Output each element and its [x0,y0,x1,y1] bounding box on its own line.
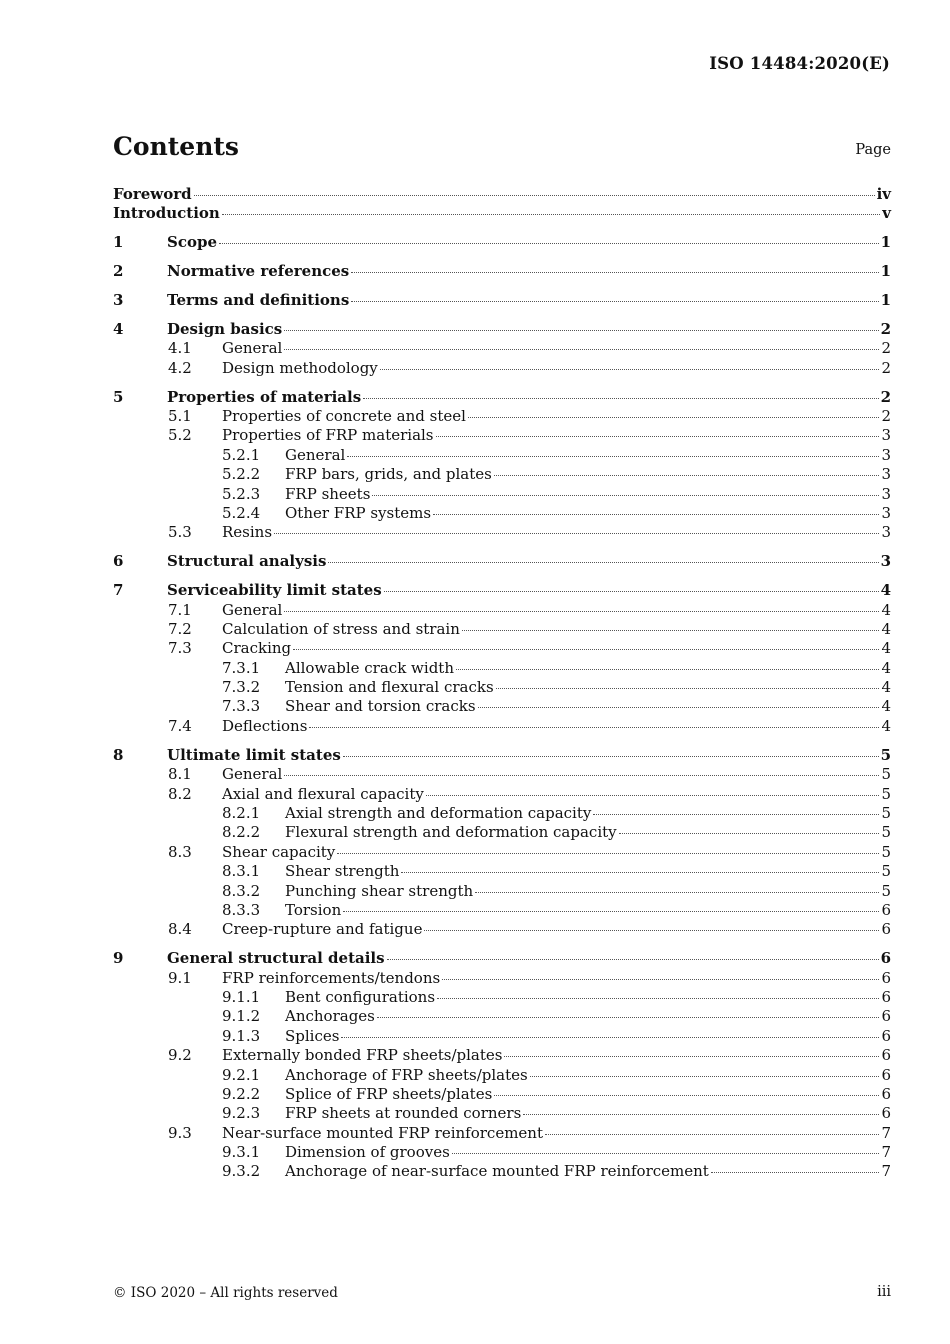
dot-leader [222,214,880,215]
toc-entry-number: 8.3.1 [222,862,261,881]
dot-leader [437,998,879,999]
toc-entry-title: Axial and flexural capacity [222,784,424,803]
dot-leader [401,872,879,873]
toc-entry-title: Other FRP systems [285,503,432,522]
dot-leader [475,892,879,893]
dot-leader [426,795,880,796]
toc-entry-number: 9.1.3 [222,1026,261,1045]
toc-entry[interactable] [113,901,891,920]
dot-leader [433,514,879,515]
toc-entry-title: Structural analysis [167,552,327,571]
toc-entry-page: 5 [881,881,891,900]
toc-entry[interactable] [113,485,891,504]
toc-entry-page: 4 [881,697,891,716]
toc-entry-title: Splices [285,1026,340,1045]
toc-entry[interactable] [113,1066,891,1085]
dot-leader [284,611,879,612]
toc-entry-page: 3 [881,523,891,542]
toc-entry-title: FRP reinforcements/tendons [222,968,441,987]
toc-entry-title: General [285,445,346,464]
toc-entry-number: 8.2.1 [222,803,261,822]
toc-entry[interactable] [113,823,891,842]
toc-entry-number: 9.1.1 [222,987,261,1006]
toc-entry-number: 9.2.3 [222,1104,261,1123]
toc-entry-title: Torsion [285,900,342,919]
dot-leader [351,301,878,302]
dot-leader [274,533,879,534]
toc-entry-page: 2 [881,407,891,426]
dot-leader [530,1076,880,1077]
toc-entry-number: 5.2.3 [222,484,261,503]
toc-entry-title: Properties of FRP materials [222,426,434,445]
toc-entry-number: 9.2.2 [222,1084,261,1103]
toc-entry[interactable] [113,359,891,378]
dot-leader [436,436,880,437]
toc-entry-number: 9.3.1 [222,1143,261,1162]
toc-entry-number: 9.1 [168,968,192,987]
toc-entry-title: Properties of concrete and steel [222,407,466,426]
toc-entry-title: Anchorages [285,1007,375,1026]
toc-entry-title: General [222,600,283,619]
toc-entry-title: Shear and torsion cracks [285,697,476,716]
dot-leader [293,649,879,650]
toc-entry-number: 4.1 [168,339,192,358]
toc-entry-page: 5 [881,842,891,861]
toc-entry-number: 8.2.2 [222,823,261,842]
toc-entry-number: 5.2.1 [222,445,261,464]
toc-entry[interactable] [113,620,891,639]
toc-entry[interactable] [113,601,891,620]
toc-entry-title: Design basics [167,319,283,338]
toc-entry-title: Cracking [222,639,292,658]
dot-leader [343,756,879,757]
toc-entry-page: 3 [881,484,891,503]
toc-entry[interactable] [113,639,891,658]
dot-leader [494,475,880,476]
toc-entry[interactable] [113,1027,891,1046]
toc-entry-page: 6 [881,1007,891,1026]
toc-entry-title: Resins [222,523,273,542]
toc-entry-page: 3 [881,465,891,484]
toc-entry-number: 7.3 [168,639,192,658]
toc-entry[interactable] [113,659,891,678]
toc-entry-page: 4 [881,639,891,658]
toc-entry-number: 5.3 [168,523,192,542]
toc-entry[interactable] [113,262,891,281]
toc-entry-number: 1 [113,233,124,252]
toc-entry[interactable] [113,204,891,223]
toc-entry[interactable] [113,523,891,542]
toc-entry-title: Ultimate limit states [167,745,341,764]
toc-entry-title: Allowable crack width [285,658,454,677]
toc-entry-number: 8 [113,745,124,764]
dot-leader [337,853,879,854]
toc-entry[interactable] [113,717,891,736]
toc-entry-page: 3 [881,503,891,522]
toc-entry[interactable] [113,233,891,252]
toc-entry-page: 2 [880,319,891,338]
toc-entry-page: 4 [881,716,891,735]
document-id: ISO 14484:2020(E) [709,54,890,73]
dot-leader [284,330,878,331]
toc-entry-number: 9.2.1 [222,1065,261,1084]
toc-entry-title: Foreword [113,185,192,203]
toc-entry[interactable] [113,1046,891,1065]
toc-entry-title: General [222,765,283,784]
table-of-contents [113,185,891,1182]
toc-entry-title: General [222,339,283,358]
toc-entry-title: Tension and flexural cracks [285,678,494,697]
toc-entry-title: Design methodology [222,358,378,377]
dot-leader [363,398,878,399]
toc-entry-number: 5.2 [168,426,192,445]
toc-entry[interactable] [113,581,891,600]
toc-entry-page: 4 [881,658,891,677]
toc-entry[interactable] [113,185,891,204]
dot-leader [593,814,879,815]
toc-entry-page: 3 [881,445,891,464]
toc-entry-number: 7.2 [168,619,192,638]
toc-entry[interactable] [113,320,891,339]
footer-copyright: © ISO 2020 – All rights reserved [113,1285,338,1301]
toc-entry-page: 6 [881,920,891,939]
dot-leader [380,369,880,370]
toc-entry-title: Axial strength and deformation capacity [285,803,592,822]
toc-entry-page: 4 [881,619,891,638]
toc-entry[interactable] [113,1007,891,1026]
toc-entry-page: iv [876,185,891,203]
toc-entry[interactable] [113,949,891,968]
toc-entry-title: Shear capacity [222,842,336,861]
toc-entry[interactable] [113,446,891,465]
dot-leader [328,562,878,563]
contents-title: Contents [113,132,240,161]
footer-page-number: iii [877,1284,891,1300]
toc-entry[interactable] [113,465,891,484]
toc-entry-title: Splice of FRP sheets/plates [285,1084,493,1103]
toc-entry-page: 7 [881,1143,891,1162]
toc-entry-number: 5.2.4 [222,503,261,522]
toc-entry-page: 6 [881,987,891,1006]
toc-entry[interactable] [113,291,891,310]
toc-entry-title: Terms and definitions [167,291,350,310]
toc-entry-page: 4 [881,678,891,697]
toc-entry-number: 8.1 [168,765,192,784]
toc-entry-page: 4 [881,600,891,619]
toc-entry-title: Flexural strength and deformation capacity [285,823,617,842]
toc-entry-number: 7.1 [168,600,192,619]
toc-entry-number: 9.2 [168,1046,192,1065]
dot-leader [504,1056,879,1057]
toc-entry[interactable] [113,552,891,571]
toc-entry-title: Calculation of stress and strain [222,619,460,638]
toc-entry[interactable] [113,1143,891,1162]
toc-entry-number: 4 [113,319,124,338]
toc-entry-title: Externally bonded FRP sheets/plates [222,1046,503,1065]
dot-leader [219,243,879,244]
toc-entry-page: 5 [880,745,891,764]
dot-leader [462,630,880,631]
toc-entry-page: 6 [881,1084,891,1103]
toc-entry-page: 6 [881,1026,891,1045]
toc-entry-title: Properties of materials [167,387,362,406]
toc-entry-title: Bent configurations [285,987,436,1006]
toc-entry-page: 5 [881,784,891,803]
toc-entry-page: 2 [880,387,891,406]
dot-leader [284,349,879,350]
toc-entry-title: FRP bars, grids, and plates [285,465,492,484]
dot-leader [523,1114,879,1115]
dot-leader [341,1037,879,1038]
toc-entry-page: 6 [881,900,891,919]
toc-entry-title: Punching shear strength [285,881,474,900]
toc-entry[interactable] [113,882,891,901]
toc-entry-title: Shear strength [285,862,400,881]
dot-leader [456,669,879,670]
dot-leader [347,456,879,457]
toc-entry-title: Deflections [222,716,308,735]
toc-entry-title: Scope [167,233,218,252]
toc-entry-number: 5.1 [168,407,192,426]
toc-entry-number: 8.2 [168,784,192,803]
toc-entry-page: 6 [881,1065,891,1084]
toc-entry-title: Serviceability limit states [167,581,382,600]
dot-leader [343,911,879,912]
dot-leader [545,1134,879,1135]
toc-entry-number: 9 [113,949,124,968]
toc-entry-title: Creep-rupture and fatigue [222,920,423,939]
dot-leader [309,727,879,728]
toc-entry-page: 3 [880,552,891,571]
toc-entry-page: 3 [881,426,891,445]
toc-entry[interactable] [113,785,891,804]
toc-entry-number: 7.4 [168,716,192,735]
toc-entry-number: 6 [113,552,124,571]
toc-entry-page: 7 [881,1123,891,1142]
toc-entry[interactable] [113,407,891,426]
toc-entry-number: 2 [113,262,124,281]
toc-entry-page: 1 [880,291,891,310]
toc-entry-number: 8.3 [168,842,192,861]
toc-entry-number: 7.3.3 [222,697,261,716]
toc-entry-title: Anchorage of FRP sheets/plates [285,1065,528,1084]
toc-entry-title: Near-surface mounted FRP reinforcement [222,1123,543,1142]
toc-entry-number: 8.3.3 [222,900,261,919]
toc-entry-page: 1 [880,262,891,281]
toc-entry-number: 9.3.2 [222,1162,261,1181]
toc-entry[interactable] [113,746,891,765]
toc-entry[interactable] [113,969,891,988]
toc-entry-title: Normative references [167,262,350,281]
toc-entry-number: 7 [113,581,124,600]
dot-leader [494,1095,879,1096]
dot-leader [372,495,879,496]
dot-leader [384,591,879,592]
toc-entry-number: 8.4 [168,920,192,939]
toc-entry[interactable] [113,1085,891,1104]
toc-entry[interactable] [113,920,891,939]
dot-leader [619,833,880,834]
toc-entry[interactable] [113,1124,891,1143]
toc-entry-title: FRP sheets [285,484,371,503]
toc-entry-title: FRP sheets at rounded corners [285,1104,522,1123]
toc-entry-number: 5 [113,387,124,406]
toc-entry-page: 5 [881,862,891,881]
toc-entry[interactable] [113,862,891,881]
toc-entry-title: Introduction [113,204,220,223]
dot-leader [377,1017,880,1018]
toc-entry-page: 7 [881,1162,891,1181]
toc-entry-page: 2 [881,358,891,377]
toc-entry[interactable] [113,339,891,358]
toc-entry-number: 5.2.2 [222,465,261,484]
toc-entry-number: 3 [113,291,124,310]
toc-entry[interactable] [113,388,891,407]
toc-entry-page: 6 [881,968,891,987]
dot-leader [387,959,879,960]
toc-entry[interactable] [113,1162,891,1181]
toc-entry[interactable] [113,988,891,1007]
toc-entry-number: 7.3.2 [222,678,261,697]
toc-entry-page: 5 [881,765,891,784]
toc-entry-page: 1 [880,233,891,252]
toc-entry-number: 9.3 [168,1123,192,1142]
dot-leader [194,195,875,196]
dot-leader [711,1172,880,1173]
dot-leader [478,707,880,708]
toc-entry[interactable] [113,1104,891,1123]
dot-leader [496,688,880,689]
dot-leader [424,930,879,931]
dot-leader [468,417,880,418]
toc-entry[interactable] [113,697,891,716]
toc-entry-page: v [882,204,891,223]
toc-entry-page: 5 [881,803,891,822]
toc-entry-title: Anchorage of near-surface mounted FRP reinforcement [285,1162,709,1181]
dot-leader [452,1153,880,1154]
dot-leader [442,979,879,980]
toc-entry[interactable] [113,765,891,784]
toc-entry-number: 4.2 [168,358,192,377]
toc-entry-title: Dimension of grooves [285,1143,450,1162]
toc-entry-number: 9.1.2 [222,1007,261,1026]
toc-entry[interactable] [113,504,891,523]
toc-entry-number: 8.3.2 [222,881,261,900]
toc-entry-number: 7.3.1 [222,658,261,677]
toc-entry-page: 6 [880,949,891,968]
toc-entry[interactable] [113,678,891,697]
toc-entry-page: 6 [881,1104,891,1123]
toc-entry-page: 5 [881,823,891,842]
toc-entry-title: General structural details [167,949,385,968]
toc-entry[interactable] [113,843,891,862]
toc-entry[interactable] [113,426,891,445]
toc-entry-page: 4 [880,581,891,600]
toc-entry-page: 6 [881,1046,891,1065]
dot-leader [351,272,878,273]
page-column-label: Page [855,142,891,158]
toc-entry[interactable] [113,804,891,823]
dot-leader [284,775,879,776]
toc-entry-page: 2 [881,339,891,358]
